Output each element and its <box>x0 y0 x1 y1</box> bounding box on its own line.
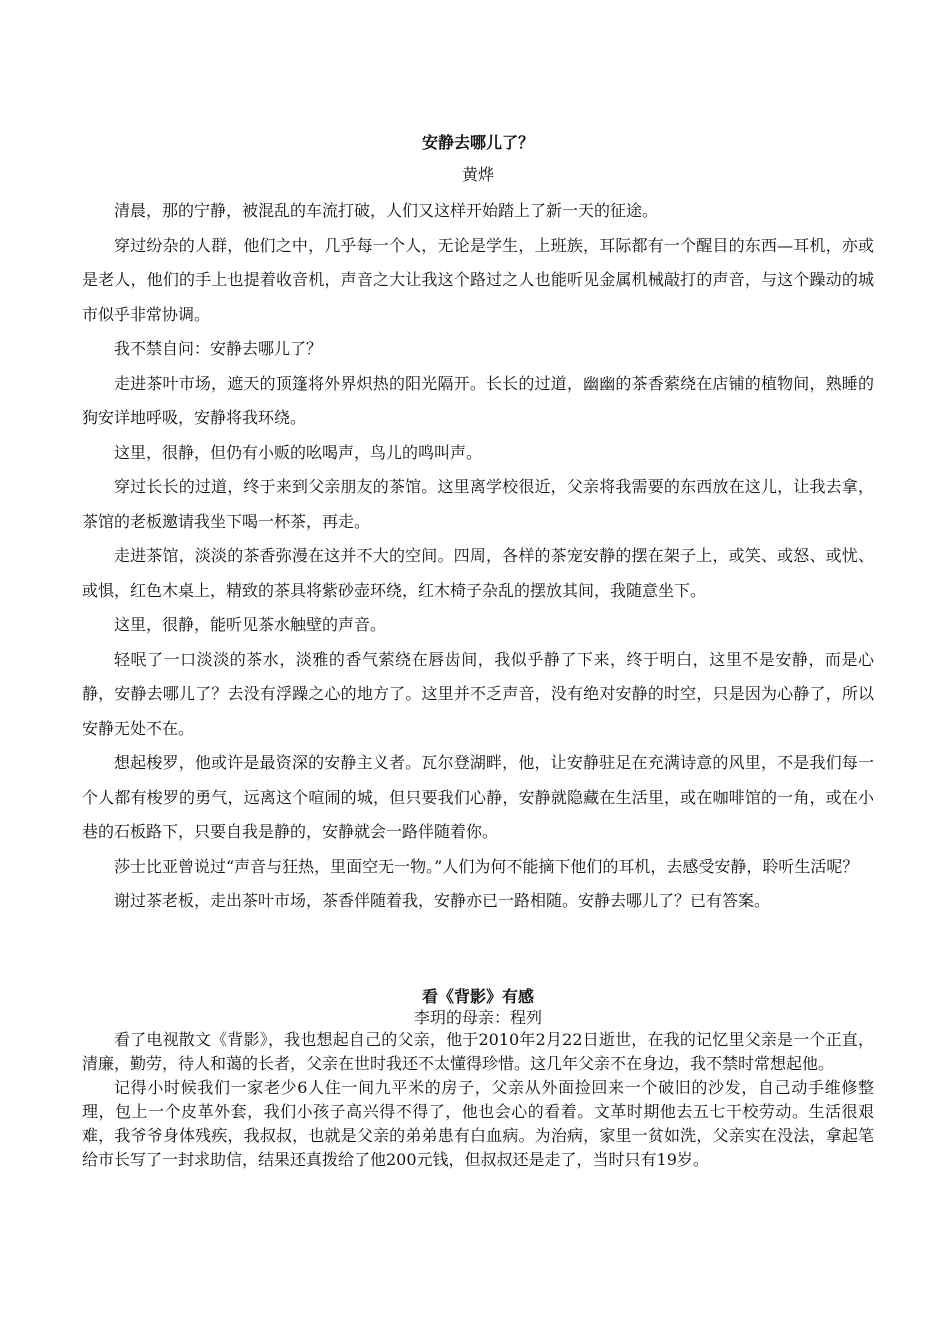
paragraph: 我不禁自问：安静去哪儿了？ <box>114 339 323 358</box>
paragraph: 记得小时候我们一家老少6人住一间九平米的房子，父亲从外面捡回来一个破旧的沙发，自己动手维修整理，包上一个皮革外套，我们小孩子高兴得不得了，他也会心的看着。文革时期他去五七干校劳动。生活很艰难，我爷爷身体残疾，我叔叔，也就是父亲的弟弟患有白血病。为治病，家里一贫如洗，父亲实在没法，拿起笔给市长写了一封求助信，结果还真拨给了他200元钱，但叔叔还是走了，当时只有19岁。 <box>82 1078 874 1169</box>
essay-2-author: 李玥的母亲：程列 <box>413 1008 542 1027</box>
paragraph: 莎士比亚曾说过“声音与狂热，里面空无一物。”人们为何不能摘下他们的耳机，去感受安静，聆听生活呢？ <box>114 856 859 876</box>
paragraph: 这里，很静，能听见茶水触壁的声音。 <box>114 615 387 634</box>
paragraph: 想起梭罗，他或许是最资深的安静主义者。瓦尔登湖畔，他，让安静驻足在充满诗意的风里，不是我们每一个人都有梭罗的勇气，远离这个喧闹的城，但只要我们心静，安静就隐藏在生活里，或在咖啡馆的一角，或在小巷的石板路下，只要自我是静的，安静就会一路伴随着你。 <box>82 753 874 841</box>
essay-2 <box>82 986 874 1172</box>
paragraph: 看了电视散文《背影》，我也想起自己的父亲，他于2010年2月22日逝世，在我的记忆里父亲是一个正直，清廉，勤劳，待人和蔼的长者，父亲在世时我还不太懂得珍惜。这几年父亲不在身边，我不禁时常想起他。 <box>82 1030 874 1073</box>
paragraph: 走进茶叶市场，遮天的顶篷将外界炽热的阳光隔开。长长的过道，幽幽的茶香萦绕在店铺的植物间，熟睡的狗安详地呼吸，安静将我环绕。 <box>82 373 874 427</box>
paragraph: 穿过纷杂的人群，他们之中，几乎每一个人，无论是学生，上班族，耳际都有一个醒目的东西—耳机，亦或是老人，他们的手上也提着收音机，声音之大让我这个路过之人也能听见金属机械敲打的声音，与这个躁动的城市似乎非常协调。 <box>82 235 874 324</box>
essay-1-title: 安静去哪儿了？ <box>421 133 534 152</box>
paragraph: 穿过长长的过道，终于来到父亲朋友的茶馆。这里离学校很近，父亲将我需要的东西放在这儿，让我去拿，茶馆的老板邀请我坐下喝一杯茶，再走。 <box>82 477 874 531</box>
essay-1-author: 黄烨 <box>461 165 494 184</box>
paragraph: 这里，很静，但仍有小贩的吆喝声，鸟儿的鸣叫声。 <box>114 442 483 462</box>
paragraph: 清晨，那的宁静，被混乱的车流打破，人们又这样开始踏上了新一天的征途。 <box>114 201 659 220</box>
essay-1 <box>82 132 874 919</box>
essay-2-title: 看《背影》有感 <box>421 987 534 1006</box>
paragraph: 走进茶馆，淡淡的茶香弥漫在这并不大的空间。四周，各样的茶宠安静的摆在架子上，或笑、或怒、或忧、或惧，红色木桌上，精致的茶具将紫砂壶环绕，红木椅子杂乱的摆放其间，我随意坐下。 <box>82 546 874 600</box>
paragraph: 谢过茶老板，走出茶叶市场，茶香伴随着我，安静亦已一路相随。安静去哪儿了？已有答案。 <box>114 891 771 910</box>
paragraph: 轻呡了一口淡淡的茶水，淡雅的香气萦绕在唇齿间，我似乎静了下来，终于明白，这里不是安静，而是心静，安静去哪儿了？去没有浮躁之心的地方了。这里并不乏声音，没有绝对安静的时空，只是因为心静了，所以安静无处不在。 <box>82 649 874 738</box>
